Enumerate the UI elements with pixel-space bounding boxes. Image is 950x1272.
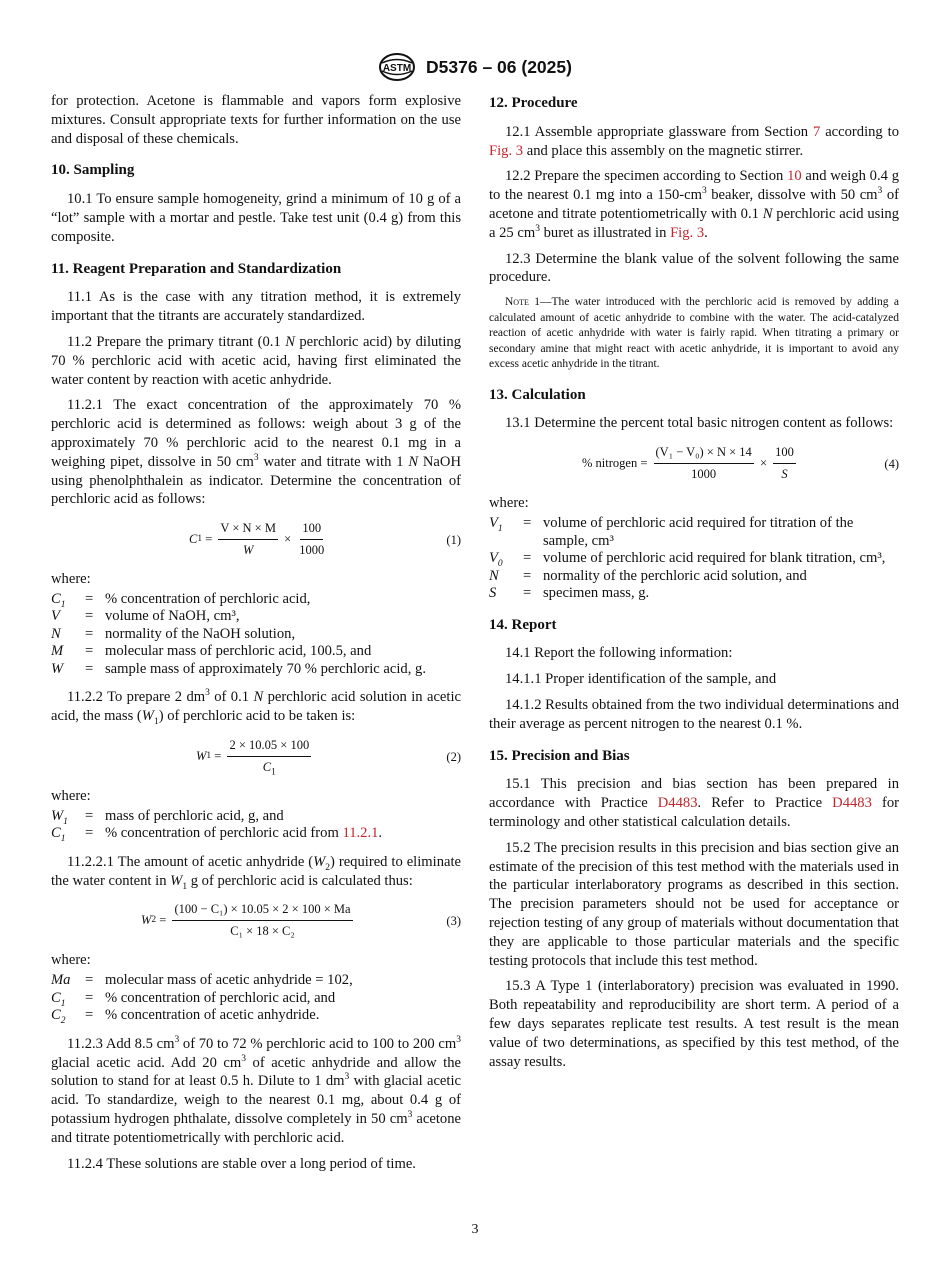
definition-row: N = normality of the NaOH solution,: [51, 625, 296, 642]
definition-row: V = volume of NaOH, cm³,: [51, 608, 240, 625]
note-1: Note 1—The water introduced with the perchloric acid is removed by adding a calculated amount of acetic anhydride to combine with the water. The acid-catalyzed reaction of acetic anhydride with water is fairly rapid. When titrating a primary or secondary amine that might react with acetic anhydride, it is important to avoid any excess acetic anhydride in the titrant.: [489, 296, 899, 371]
equation-number: (2): [446, 750, 461, 765]
definition-row: $V_0$ = volume of perchloric acid required for blank titration, cm³,: [489, 550, 886, 569]
definition-row: $C_1$ = % concentration of perchloric acid from 11.2.1.: [51, 825, 383, 845]
equation-4: % nitrogen = $\frac{\text{(V₁ − V₀) × N × 14}}{1000}$ × $\frac{100}{S}$ (4): [582, 444, 899, 481]
right-column: [489, 92, 899, 1078]
where-label: where:: [51, 952, 91, 969]
equation-number: (4): [884, 457, 899, 472]
definition-row: $W_1$ = mass of perchloric acid, g, and: [51, 807, 284, 827]
definition-row: S = specimen mass, g.: [489, 585, 650, 602]
equation-1: C 1 = $\frac{V \times N \times M}{W}$ × $\frac{100}{1000}$ (1): [189, 520, 461, 557]
d4483-link[interactable]: D4483: [832, 795, 872, 812]
definitions-eq4: [489, 515, 899, 603]
section-link[interactable]: 11.2.1: [342, 825, 379, 842]
paragraph-14-1: 14.1 Report the following information:: [505, 645, 733, 662]
definition-row: $C_1$ = % concentration of perchloric acid,: [51, 590, 311, 610]
paragraph-15-3: 15.3 A Type 1 (interlaboratory) precision was evaluated in 1990. Both repeatability and reproducibility are short term. A period of a few days separates replicate test results. A test result is the mean value of two determinations, as specified by this test method, of the assay results.: [489, 978, 899, 1070]
definition-row: Ma = molecular mass of acetic anhydride = 102,: [51, 972, 353, 989]
paragraph-11-2: 11.2 Prepare the primary titrant (0.1 N perchloric acid) by diluting 70 % perchloric acid with acetic acid, having first eliminated the water content by reaction with acetic anhydride.: [51, 333, 461, 388]
paragraph-13-1: 13.1 Determine the percent total basic nitrogen content as follows:: [505, 415, 894, 432]
paragraph-11-2-2: 11.2.2 To prepare 2 $dm^3$ of 0.1 N perchloric acid solution in acetic acid, the mass $(W_1)$ of perchloric acid to be taken is:: [51, 688, 461, 728]
definition-row: $C_2$ = % concentration of acetic anhydride.: [51, 1007, 320, 1027]
section-10-link[interactable]: 10: [787, 168, 802, 185]
paragraph-15-2: 15.2 The precision results in this precision and bias section give an estimate of the precision of this test method with the materials used in the particular interlaboratory programs as described in this section. The precision parameters should not be used for acceptance or rejection testing of any group of materials without documentation that they are applicable to those particular materials and the specific testing protocols that include this test method.: [489, 839, 899, 969]
paragraph-12-2: 12.2 Prepare the specimen according to Section 10 and weigh 0.4 g to the nearest 0.1 mg into a $150-cm^3$ beaker, dissolve with 50 $cm^3$ of acetone and titrate potentiometrically with 0.1 N perchloric acid using a 25 $cm^3$ buret as illustrated in Fig. 3.: [489, 168, 899, 241]
page-number: 3: [471, 1222, 479, 1237]
svg-text:ASTM: ASTM: [382, 63, 412, 74]
definition-row: W = sample mass of approximately 70 % perchloric acid, g.: [51, 660, 426, 677]
equation-number: (1): [446, 533, 461, 548]
paragraph-11-2-3: 11.2.3 Add 8.5 $cm^3$ of 70 to 72 % perchloric acid to 100 to 200 $cm^3$ glacial acetic acid. Add 20 $cm^3$ of acetic anhydride and allow the solution to stand for at least 0.5 h. Dilute to 1 $dm^3$ with glacial acetic acid. To standardize, weigh to the nearest 0.1 mg, about 0.4 g of potassium hydrogen phthalate, dissolve completely in 50 $cm^3$ acetone and titrate potentiometrically with perchloric acid.: [51, 1034, 462, 1146]
where-label: where:: [51, 788, 91, 805]
definition-row: $C_1$ = % concentration of perchloric acid, and: [51, 989, 336, 1009]
section-7-link[interactable]: 7: [812, 123, 821, 140]
fig-3-link[interactable]: Fig. 3: [670, 224, 705, 241]
paragraph-11-2-4: 11.2.4 These solutions are stable over a long period of time.: [67, 1155, 416, 1172]
paragraph-12-3: 12.3 Determine the blank value of the solvent following the same procedure.: [489, 250, 899, 286]
paragraph-14-1-2: 14.1.2 Results obtained from the two individual determinations and their average as percent nitrogen to the nearest 0.1 %.: [489, 696, 899, 732]
section-14-heading: 14. Report: [489, 616, 557, 633]
astm-logo-icon: [378, 52, 416, 82]
paragraph-11-2-2-1: 11.2.2.1 The amount of acetic anhydride $(W_2)$ required to eliminate the water content in $W_1$ g of perchloric acid is calculated thus:: [51, 853, 461, 892]
where-label: where:: [51, 571, 91, 588]
paragraph-11-2-1: 11.2.1 The exact concentration of the approximately 70 % perchloric acid is determined as follows: weigh about 3 g of the approximately 70 % perchloric acid to the nearest 0.1 mg in a weighing pipet, dissolve in 50 $cm^3$ water and titrate with 1 N NaOH using phenolphthalein as indicator. Determine the concentration of perchloric acid as follows:: [51, 397, 461, 508]
where-label: where:: [489, 495, 529, 512]
equation-2: W 1 = $\frac{2 \times 10.05 \times 100}{C_1}$ (2): [196, 737, 461, 778]
section-10-heading: 10. Sampling: [51, 162, 135, 179]
definition-row: $V_1$ = volume of perchloric acid required for titration of the sample, cm³: [489, 515, 854, 549]
definitions-eq3: [51, 972, 353, 1025]
equation-number: (3): [446, 914, 461, 929]
definitions-eq1: [51, 591, 426, 679]
paragraph-15-1: 15.1 This precision and bias section has been prepared in accordance with Practice D4483. Refer to Practice D4483 for terminology and other statistical calculation details.: [489, 776, 899, 830]
paragraph-12-1: 12.1 Assemble appropriate glassware from Section 7 according to Fig. 3 and place this assembly on the magnetic stirrer.: [489, 123, 899, 159]
d4483-link[interactable]: D4483: [657, 795, 698, 812]
section-12-heading: 12. Procedure: [489, 95, 578, 111]
definition-row: N = normality of the perchloric acid solution, and: [489, 567, 807, 584]
paragraph-continuation: for protection. Acetone is flammable and vapors form explosive mixtures. Consult appropriate texts for further information on the use and disposal of these chemicals.: [51, 93, 461, 147]
paragraph-14-1-1: 14.1.1 Proper identification of the sample, and: [505, 671, 777, 688]
paragraph-11-1: 11.1 As is the case with any titration method, it is extremely important that the titrants are accurately standardized.: [51, 289, 461, 325]
paragraph-10-1: 10.1 To ensure sample homogeneity, grind a minimum of 10 g of a “lot” sample with a mortar and pestle. Take test unit (0.4 g) from this composite.: [51, 191, 461, 245]
definitions-eq2: [51, 808, 382, 843]
section-13-heading: 13. Calculation: [489, 386, 586, 403]
definition-row: M = molecular mass of perchloric acid, 100.5, and: [51, 643, 372, 660]
left-column: [51, 92, 461, 1180]
equation-3: W 2 = $\frac{\text{(100 − C₁) × 10.05 × 2 × 100 × Ma}}{\text{C₁ × 18 × C₂}}$ (3): [141, 902, 461, 938]
section-11-heading: 11. Reagent Preparation and Standardization: [51, 260, 342, 277]
fig-3-link[interactable]: Fig. 3: [489, 142, 524, 159]
section-15-heading: 15. Precision and Bias: [489, 747, 630, 764]
page-header: [0, 52, 950, 82]
document-designation: D5376 – 06 (2025): [426, 56, 572, 77]
